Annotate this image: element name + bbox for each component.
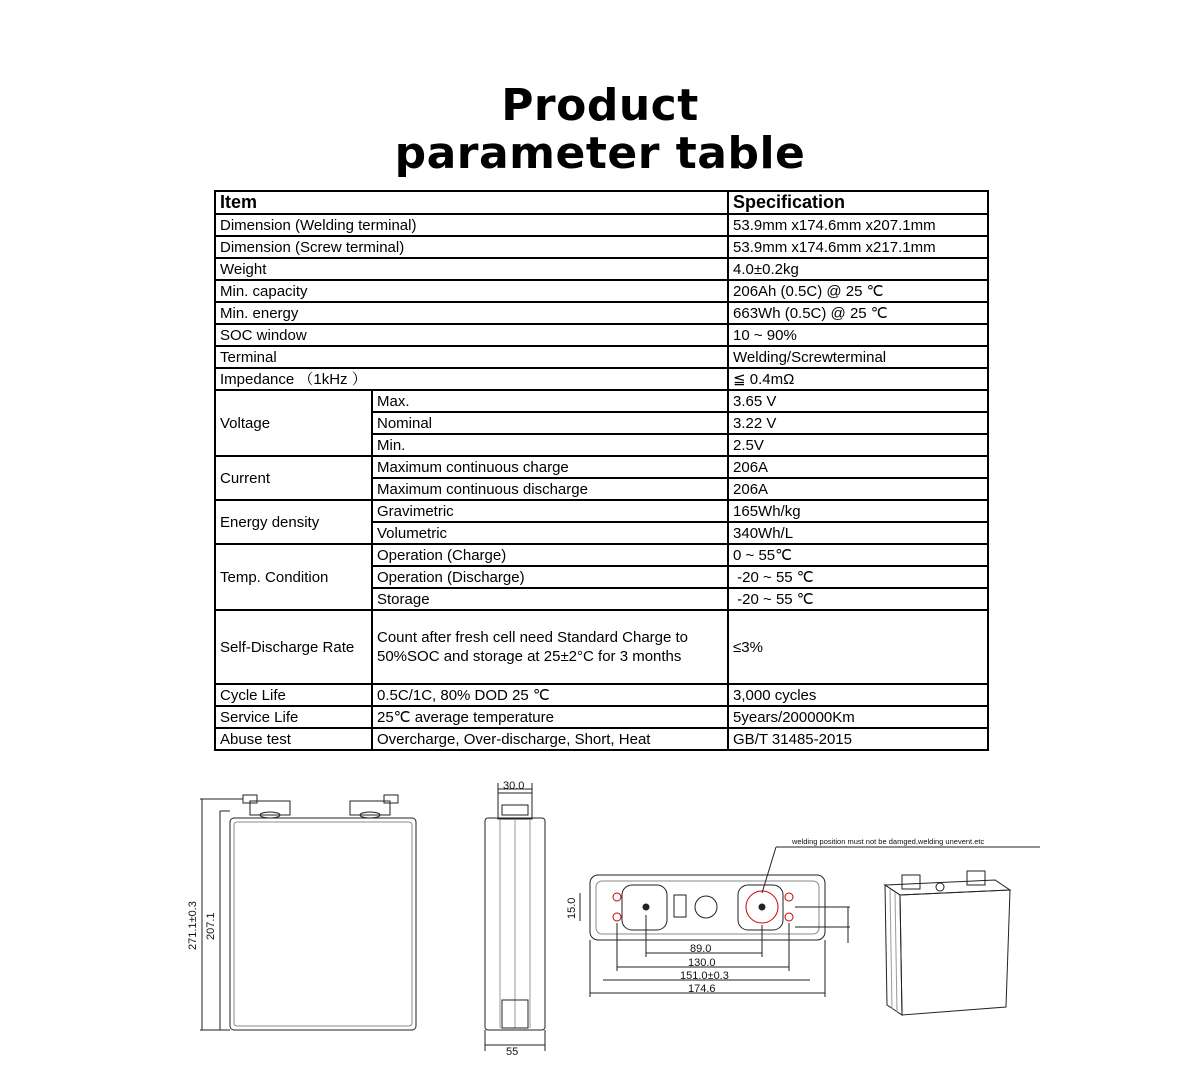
abuse-value: GB/T 31485-2015 [728,728,988,750]
table-header-row [215,191,988,214]
row-item: Min. capacity [215,280,728,302]
row-item: Dimension (Screw terminal) [215,236,728,258]
row-spec: 10 ~ 90% [728,324,988,346]
table-row [215,500,988,522]
row-spec: 53.9mm x174.6mm x207.1mm [728,214,988,236]
technical-drawings [180,775,1060,1060]
title-line-1: Product [501,80,699,131]
row-item: Weight [215,258,728,280]
row-spec: 663Wh (0.5C) @ 25 ℃ [728,302,988,324]
table-row [215,706,988,728]
voltage-min-label: Min. [372,434,728,456]
temp-discharge-value: -20 ~ 55 ℃ [728,566,988,588]
row-item: SOC window [215,324,728,346]
temp-label: Temp. Condition [215,544,372,610]
dim-15-label: 15.0 [566,897,578,919]
dim-130-label: 130.0 [688,957,716,969]
parameter-table [214,190,989,751]
service-life-condition: 25℃ average temperature [372,706,728,728]
energy-vol-label: Volumetric [372,522,728,544]
row-spec: Welding/Screwterminal [728,346,988,368]
self-discharge-condition: Count after fresh cell need Standard Charge to 50%SOC and storage at 25±2°C for 3 months [372,610,728,684]
row-item: Dimension (Welding terminal) [215,214,728,236]
row-spec: 4.0±0.2kg [728,258,988,280]
current-charge-value: 206A [728,456,988,478]
voltage-max-value: 3.65 V [728,390,988,412]
energy-density-label: Energy density [215,500,372,544]
dim-207-label: 207.1 [205,912,217,940]
table-row [215,346,988,368]
row-spec: 53.9mm x174.6mm x217.1mm [728,236,988,258]
table-row [215,684,988,706]
row-item: Impedance （1kHz ） [215,368,728,390]
energy-grav-label: Gravimetric [372,500,728,522]
dim-30-label: 30.0 [503,780,525,792]
table-row [215,302,988,324]
voltage-label: Voltage [215,390,372,456]
title-line-2: parameter table [394,128,806,179]
temp-charge-value: 0 ~ 55℃ [728,544,988,566]
temp-storage-value: -20 ~ 55 ℃ [728,588,988,610]
current-discharge-value: 206A [728,478,988,500]
welding-note: welding position must not be damged,welding unevent.etc [792,837,985,846]
front-view [200,795,416,1030]
header-item: Item [215,191,728,214]
table-row [215,214,988,236]
side-view [485,783,545,1051]
abuse-label: Abuse test [215,728,372,750]
cycle-life-value: 3,000 cycles [728,684,988,706]
dim-151-label: 151.0±0.3 [680,970,729,982]
dim-89-label: 89.0 [690,943,712,955]
table-row [215,258,988,280]
page-title [0,82,1200,178]
current-label: Current [215,456,372,500]
table-row [215,610,988,684]
table-row [215,390,988,412]
cycle-life-condition: 0.5C/1C, 80% DOD 25 ℃ [372,684,728,706]
table-row [215,324,988,346]
row-item: Terminal [215,346,728,368]
row-spec: 206Ah (0.5C) @ 25 ℃ [728,280,988,302]
voltage-nominal-label: Nominal [372,412,728,434]
row-item: Min. energy [215,302,728,324]
cycle-life-label: Cycle Life [215,684,372,706]
dim-271-label: 271.1±0.3 [187,901,199,950]
row-spec: ≦ 0.4mΩ [728,368,988,390]
table-row [215,368,988,390]
voltage-max-label: Max. [372,390,728,412]
table-row [215,456,988,478]
abuse-condition: Overcharge, Over-discharge, Short, Heat [372,728,728,750]
dim-55-label: 55 [506,1046,519,1058]
temp-storage-label: Storage [372,588,728,610]
drawing-canvas [180,775,1060,1060]
table-row [215,728,988,750]
temp-discharge-label: Operation (Discharge) [372,566,728,588]
energy-grav-value: 165Wh/kg [728,500,988,522]
table-row [215,236,988,258]
dim-174-label: 174.6 [688,983,716,995]
isometric-view [885,871,1010,1015]
self-discharge-label: Self-Discharge Rate [215,610,372,684]
top-view [580,847,1040,997]
table-row [215,280,988,302]
current-discharge-label: Maximum continuous discharge [372,478,728,500]
service-life-label: Service Life [215,706,372,728]
table-row [215,544,988,566]
voltage-nominal-value: 3.22 V [728,412,988,434]
self-discharge-value: ≤3% [728,610,988,684]
service-life-value: 5years/200000Km [728,706,988,728]
header-spec: Specification [728,191,988,214]
voltage-min-value: 2.5V [728,434,988,456]
energy-vol-value: 340Wh/L [728,522,988,544]
current-charge-label: Maximum continuous charge [372,456,728,478]
temp-charge-label: Operation (Charge) [372,544,728,566]
